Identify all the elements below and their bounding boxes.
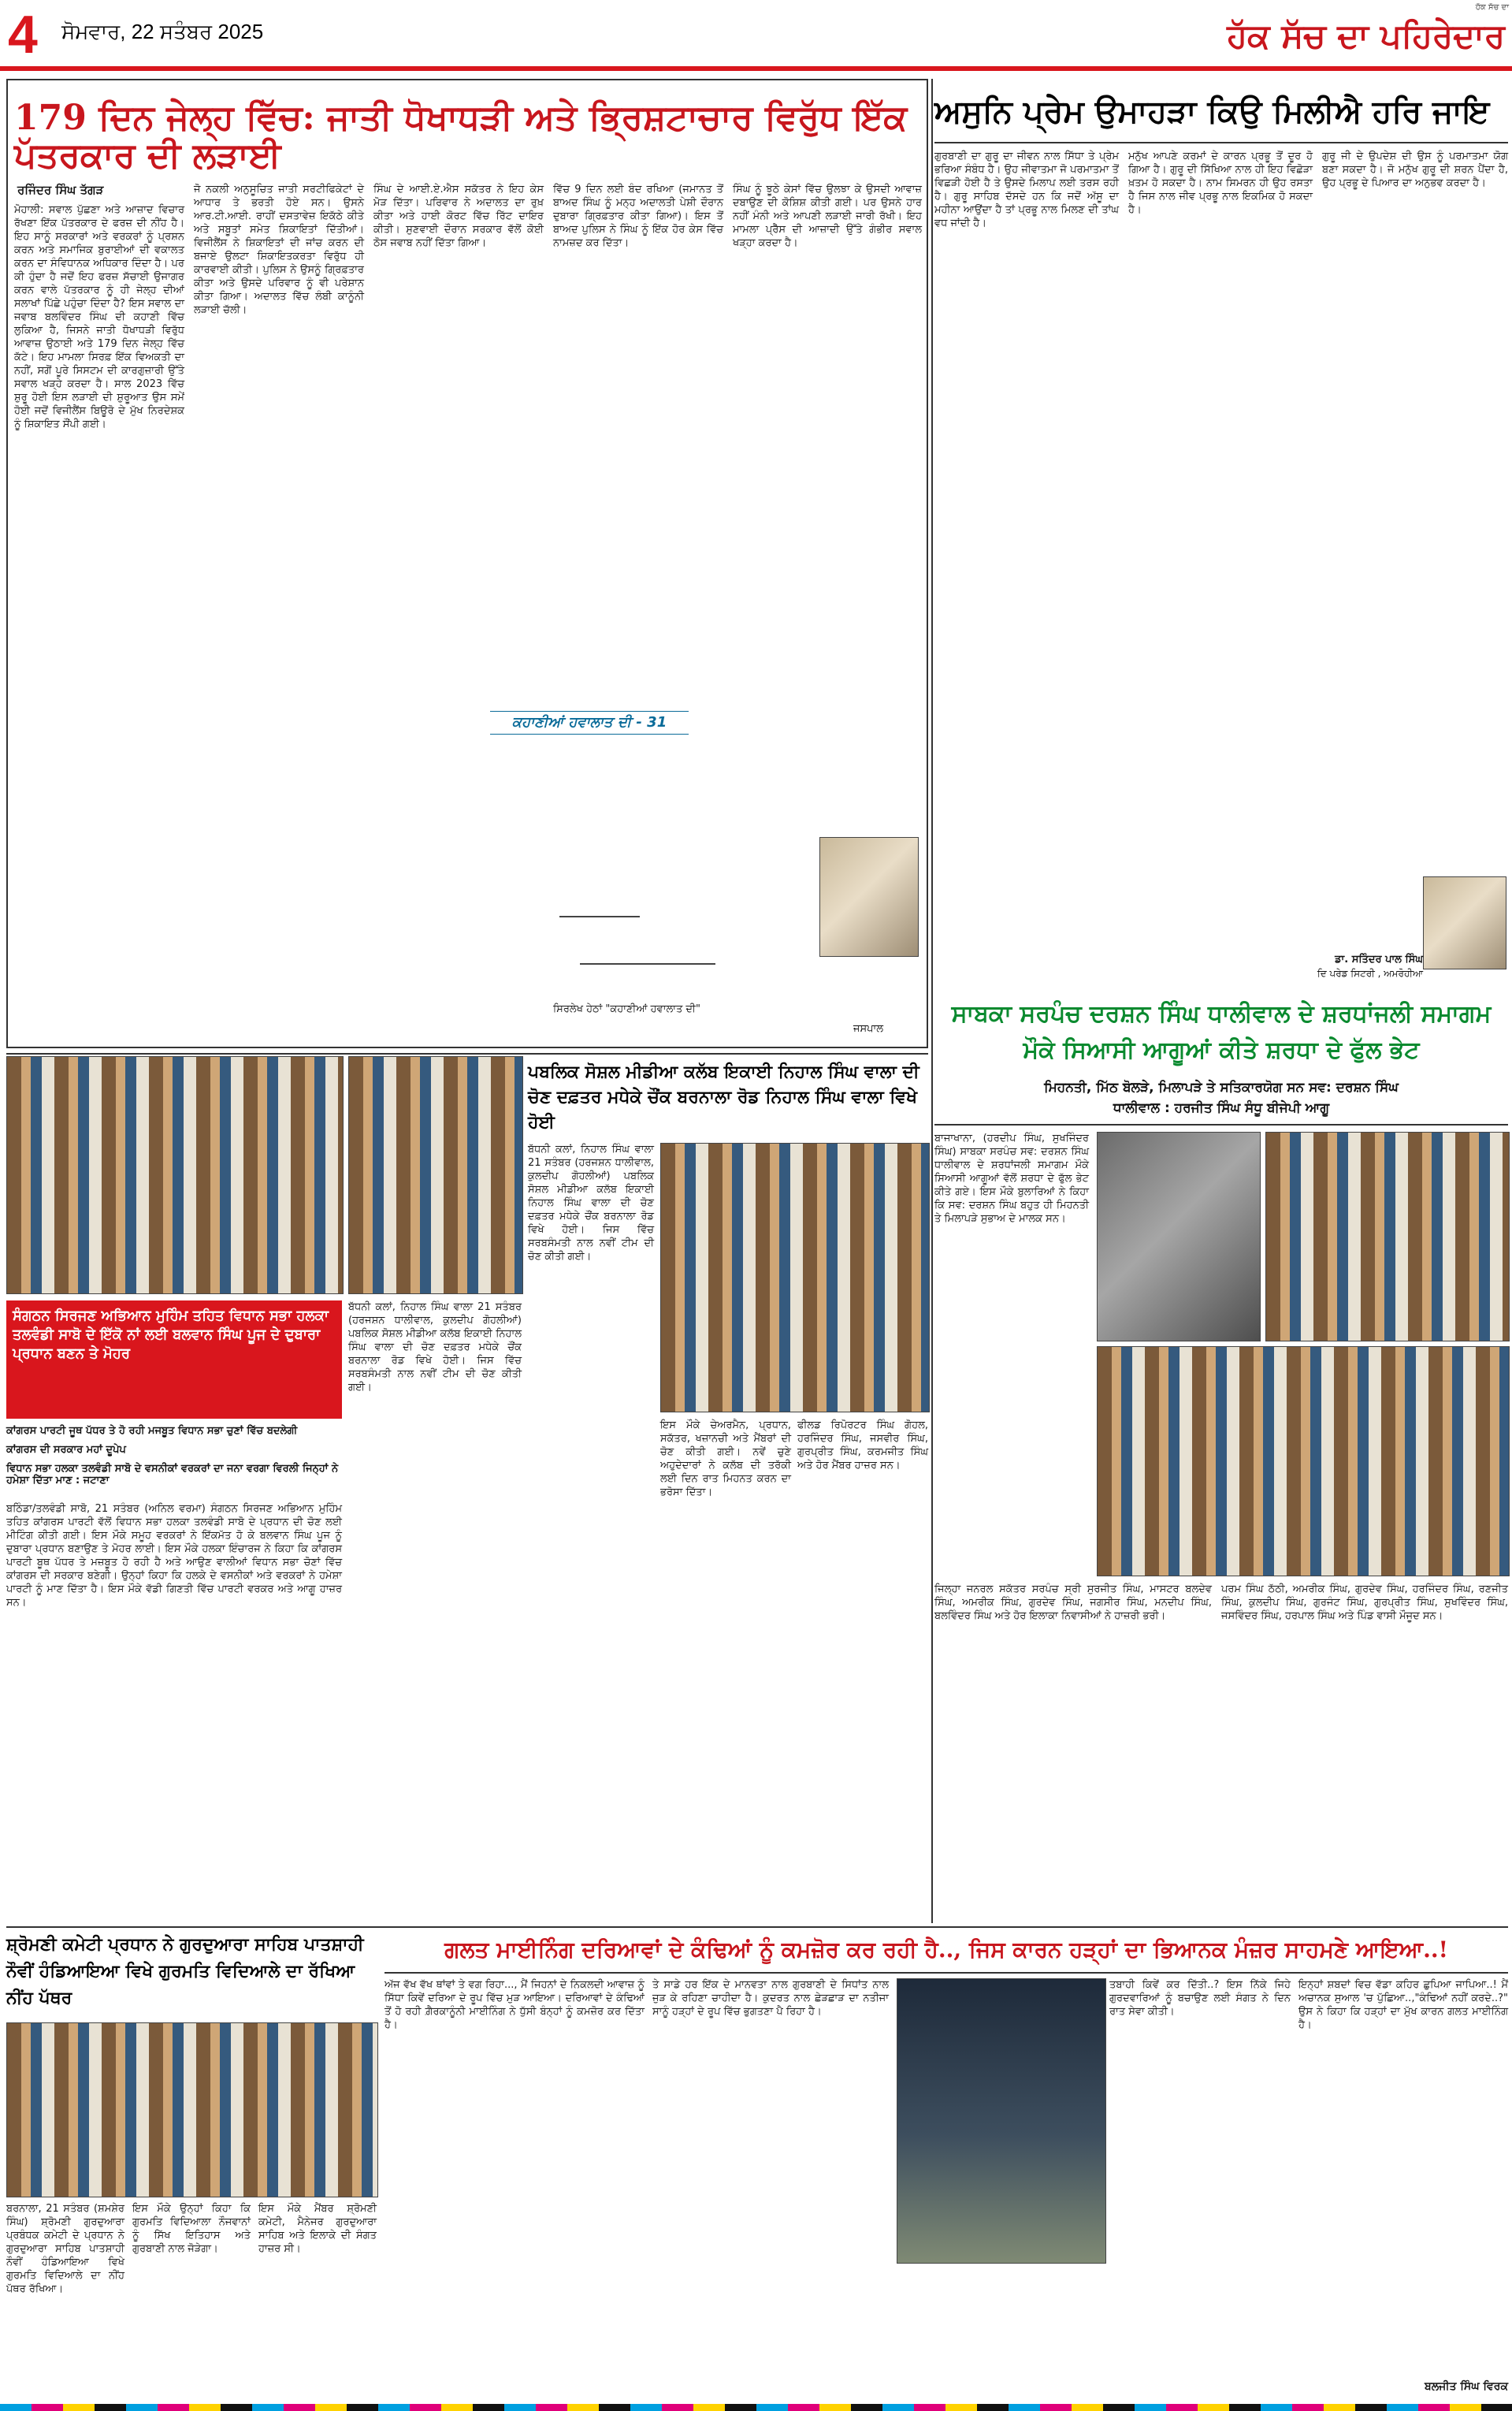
jail-col-2: ਜੋ ਨਕਲੀ ਅਨੁਸੂਚਿਤ ਜਾਤੀ ਸਰਟੀਫਿਕੇਟਾਂ ਦੇ ਆਧਾਰ ਤੇ ਭਰਤੀ ਹੋਏ ਸਨ। ਉਸਨੇ ਆਰ.ਟੀ.ਆਈ. ਰਾਹੀਂ ਦਸਤਾਵੇਜ਼ ਇਕੱਠੇ ਕੀਤੇ ਅਤੇ ਸਬੂਤਾਂ ਸਮੇਤ ਸ਼ਿਕਾਇਤਾਂ ਦਿੱਤੀਆਂ। ਵਿਜੀਲੈਂਸ ਨੇ ਸ਼ਿਕਾਇਤਾਂ ਦੀ ਜਾਂਚ ਕਰਨ ਦੀ ਬਜਾਏ ਉਲਟਾ ਸ਼ਿਕਾਇਤਕਰਤਾ ਵਿਰੁੱਧ ਹੀ ਕਾਰਵਾਈ ਕੀਤੀ। ਪੁਲਿਸ ਨੇ ਉਸਨੂੰ ਗ੍ਰਿਫ਼ਤਾਰ ਕੀਤਾ ਅਤੇ ਉਸਦੇ ਪਰਿਵਾਰ ਨੂੰ ਵੀ ਪਰੇਸ਼ਾਨ ਕੀਤਾ ਗਿਆ। ਅਦਾਲਤ ਵਿੱਚ ਲੰਬੀ ਕਾਨੂੰਨੀ ਲੜਾਈ ਚੱਲੀ। xyxy=(194,184,368,316)
sgpc-col-1: ਬਰਨਾਲਾ, 21 ਸਤੰਬਰ (ਸ਼ਮਸ਼ੇਰ ਸਿੰਘ) ਸ਼੍ਰੋਮਣੀ ਗੁਰਦੁਆਰਾ ਪ੍ਰਬੰਧਕ ਕਮੇਟੀ ਦੇ ਪ੍ਰਧਾਨ ਨੇ ਗੁਰਦੁਆਰਾ ਸਾਹਿਬ ਪਾਤਸ਼ਾਹੀ ਨੌਵੀਂ ਹੰਡਿਆਇਆ ਵਿਖੇ ਗੁਰਮਤਿ ਵਿਦਿਆਲੇ ਦਾ ਨੀਂਹ ਪੱਥਰ ਰੱਖਿਆ। xyxy=(6,2203,128,2295)
club-col-3: ਫੀਲਡ ਰਿਪੋਰਟਰ ਸਿੰਘ ਗੋਹਲ, ਹਰਜਿੰਦਰ ਸਿੰਘ, ਜਸਵੀਰ ਸਿੰਘ, ਗੁਰਪ੍ਰੀਤ ਸਿੰਘ, ਕਰਮਜੀਤ ਸਿੰਘ ਅਤੇ ਹੋਰ ਮੈਂਬਰ ਹਾਜ਼ਰ ਸਨ। xyxy=(797,1419,932,1472)
prem-author-place: ਦਿ ਪਰੇਡ ਸਿਟਰੀ , ਅਮਰੋਹੀਆ xyxy=(1317,968,1423,979)
masthead-date: ਸੋਮਵਾਰ, 22 ਸਤੰਬਰ 2025 xyxy=(61,20,264,43)
article-mining xyxy=(385,1931,1512,2404)
jail-author-portrait xyxy=(819,837,919,957)
sarpanch-headline: ਸਾਬਕਾ ਸਰਪੰਚ ਦਰਸ਼ਨ ਸਿੰਘ ਧਾਲੀਵਾਲ ਦੇ ਸ਼ਰਧਾਂਜਲੀ ਸਮਾਗਮ ਮੌਕੇ ਸਿਆਸੀ ਆਗੂਆਂ ਕੀਤੇ ਸ਼ਰਧਾ ਦੇ ਫੁੱਲ ਭੇਟ xyxy=(951,1000,1492,1064)
jail-headline: 179 ਦਿਨ ਜੇਲ੍ਹ ਵਿੱਚ: ਜਾਤੀ ਧੋਖਾਧੜੀ ਅਤੇ ਭ੍ਰਿਸ਼ਟਾਚਾਰ ਵਿਰੁੱਧ ਇੱਕ ਪੱਤਰਕਾਰ ਦੀ ਲੜਾਈ xyxy=(14,98,908,176)
article-sarpanch xyxy=(934,990,1512,1896)
sarpanch-photo-crowd xyxy=(1097,1346,1510,1576)
rule-bottom-h xyxy=(6,1926,1508,1928)
mining-headline: ਗਲਤ ਮਾਈਨਿੰਗ ਦਰਿਆਵਾਂ ਦੇ ਕੰਢਿਆਂ ਨੂੰ ਕਮਜ਼ੋਰ ਕਰ ਰਹੀ ਹੈ.., ਜਿਸ ਕਾਰਨ ਹੜ੍ਹਾਂ ਦਾ ਭਿਆਨਕ ਮੰਜ਼ਰ ਸਾਹਮਣੇ ਆਇਆ..! xyxy=(444,1937,1448,1963)
prem-headline: ਅਸੁਨਿ ਪ੍ਰੇਮ ਉਮਾਹੜਾ ਕਿਉ ਮਿਲੀਐ ਹਰਿ ਜਾਇ xyxy=(934,93,1490,130)
sangathan-body: ਬਠਿੰਡਾ/ਤਲਵੰਡੀ ਸਾਬੋ, 21 ਸਤੰਬਰ (ਅਨਿਲ ਵਰਮਾ) ਸੰਗਠਨ ਸਿਰਜਣ ਅਭਿਆਨ ਮੁਹਿੰਮ ਤਹਿਤ ਕਾਂਗਰਸ ਪਾਰਟੀ ਵੱਲੋਂ ਵਿਧਾਨ ਸਭਾ ਹਲਕਾ ਤਲਵੰਡੀ ਸਾਬੋ ਦੇ ਪ੍ਰਧਾਨ ਦੀ ਚੋਣ ਲਈ ਮੀਟਿੰਗ ਕੀਤੀ ਗਈ। ਇਸ ਮੌਕੇ ਸਮੂਹ ਵਰਕਰਾਂ ਨੇ ਇੱਕਮੱਤ ਹੋ ਕੇ ਬਲਵਾਨ ਸਿੰਘ ਪੂਜ ਨੂੰ ਦੁਬਾਰਾ ਪ੍ਰਧਾਨ ਬਣਾਉਣ ਤੇ ਮੋਹਰ ਲਾਈ। ਇਸ ਮੌਕੇ ਹਲਕਾ ਇੰਚਾਰਜ ਨੇ ਕਿਹਾ ਕਿ ਕਾਂਗਰਸ ਪਾਰਟੀ ਬੂਥ ਪੱਧਰ ਤੇ ਮਜ਼ਬੂਤ ਹੋ ਰਹੀ ਹੈ ਅਤੇ ਆਉਣ ਵਾਲੀਆਂ ਵਿਧਾਨ ਸਭਾ ਚੋਣਾਂ ਵਿੱਚ ਕਾਂਗਰਸ ਦੀ ਸਰਕਾਰ ਬਣੇਗੀ। ਉਨ੍ਹਾਂ ਕਿਹਾ ਕਿ ਹਲਕੇ ਦੇ ਵਸਨੀਕਾਂ ਅਤੇ ਵਰਕਰਾਂ ਨੇ ਹਮੇਸ਼ਾ ਪਾਰਟੀ ਨੂੰ ਮਾਣ ਦਿੱਤਾ ਹੈ। ਇਸ ਮੌਕੇ ਵੱਡੀ ਗਿਣਤੀ ਵਿੱਚ ਪਾਰਟੀ ਵਰਕਰ ਅਤੇ ਆਗੂ ਹਾਜ਼ਰ ਸਨ। xyxy=(6,1503,346,1609)
sarpanch-subhead: ਮਿਹਨਤੀ, ਮਿੱਠ ਬੋਲੜੇ, ਮਿਲਾਪੜੇ ਤੇ ਸਤਿਕਾਰਯੋਗ ਸਨ ਸਵ: ਦਰਸ਼ਨ ਸਿੰਘ xyxy=(1044,1080,1399,1096)
jail-series-label: ਕਹਾਣੀਆਂ ਹਵਾਲਾਤ ਦੀ - 31 xyxy=(490,711,689,735)
jail-col-5: ਸਿੰਘ ਨੂੰ ਝੂਠੇ ਕੇਸਾਂ ਵਿੱਚ ਉਲਝਾ ਕੇ ਉਸਦੀ ਆਵਾਜ਼ ਦਬਾਉਣ ਦੀ ਕੋਸ਼ਿਸ਼ ਕੀਤੀ ਗਈ। ਪਰ ਉਸਨੇ ਹਾਰ ਨਹੀਂ ਮੰਨੀ ਅਤੇ ਆਪਣੀ ਲੜਾਈ ਜਾਰੀ ਰੱਖੀ। ਇਹ ਮਾਮਲਾ ਪ੍ਰੈੱਸ ਦੀ ਆਜ਼ਾਦੀ ਉੱਤੇ ਗੰਭੀਰ ਸਵਾਲ ਖੜ੍ਹਾ ਕਰਦਾ ਹੈ। xyxy=(733,184,926,249)
sgpc-photo xyxy=(6,2022,378,2197)
club-col-left: ਬੱਧਨੀ ਕਲਾਂ, ਨਿਹਾਲ ਸਿੰਘ ਵਾਲਾ 21 ਸਤੰਬਰ (ਹਰਜਸ਼ਨ ਧਾਲੀਵਾਲ, ਕੁਲਦੀਪ ਗੋਹਲੀਆਂ) ਪਬਲਿਕ ਸੋਸ਼ਲ ਮੀਡੀਆ ਕਲੱਬ ਇਕਾਈ ਨਿਹਾਲ ਸਿੰਘ ਵਾਲਾ ਦੀ ਚੋਣ ਦਫ਼ਤਰ ਮਧੇਕੇ ਚੌਂਕ ਬਰਨਾਲਾ ਰੋਡ ਵਿਖੇ ਹੋਈ। ਜਿਸ ਵਿੱਚ ਸਰਬਸੰਮਤੀ ਨਾਲ ਨਵੀਂ ਟੀਮ ਦੀ ਚੋਣ ਕੀਤੀ ਗਈ। xyxy=(348,1301,526,1393)
sarpanch-rule xyxy=(934,1124,1508,1126)
sarpanch-photo-speaker xyxy=(1097,1132,1261,1341)
paper-name: ਹੱਕ ਸੱਚ ਦਾ ਪਹਿਰੇਦਾਰ xyxy=(1227,17,1505,55)
club-col-2: ਇਸ ਮੌਕੇ ਚੇਅਰਮੈਨ, ਪ੍ਰਧਾਨ, ਸਕੱਤਰ, ਖਜ਼ਾਨਚੀ ਅਤੇ ਮੈਂਬਰਾਂ ਦੀ ਚੋਣ ਕੀਤੀ ਗਈ। ਨਵੇਂ ਚੁਣੇ ਅਹੁਦੇਦਾਰਾਂ ਨੇ ਕਲੱਬ ਦੀ ਤਰੱਕੀ ਲਈ ਦਿਨ ਰਾਤ ਮਿਹਨਤ ਕਰਨ ਦਾ ਭਰੋਸਾ ਦਿੱਤਾ। xyxy=(660,1419,795,1498)
jail-col-3: ਸਿੰਘ ਦੇ ਆਈ.ਏ.ਐਸ ਸਕੱਤਰ ਨੇ ਇਹ ਕੇਸ ਮੋੜ ਦਿੱਤਾ। ਪਰਿਵਾਰ ਨੇ ਅਦਾਲਤ ਦਾ ਰੁਖ਼ ਕੀਤਾ ਅਤੇ ਹਾਈ ਕੋਰਟ ਵਿੱਚ ਰਿੱਟ ਦਾਇਰ ਕੀਤੀ। ਸੁਣਵਾਈ ਦੌਰਾਨ ਸਰਕਾਰ ਵੱਲੋਂ ਕੋਈ ਠੋਸ ਜਵਾਬ ਨਹੀਂ ਦਿੱਤਾ ਗਿਆ। xyxy=(373,184,548,249)
mining-col-4: ਇਨ੍ਹਾਂ ਸ਼ਬਦਾਂ ਵਿਚ ਵੱਡਾ ਕਹਿਰ ਛੁਪਿਆ ਜਾਪਿਆ..! ਮੈਂ ਅਚਾਨਕ ਸੁਆਲ 'ਚ ਪੁੱਛਿਆ..,"ਕੰਢਿਆਂ ਨਹੀਂ ਕਰਦੇ..?" ਉਸ ਨੇ ਕਿਹਾ ਕਿ ਹੜ੍ਹਾਂ ਦਾ ਮੁੱਖ ਕਾਰਨ ਗਲਤ ਮਾਈਨਿੰਗ ਹੈ। xyxy=(1298,1979,1512,2031)
mining-col-1: ਅੱਜ ਵੱਖ ਵੱਖ ਥਾਂਵਾਂ ਤੇ ਵਗ ਰਿਹਾ..., ਮੈਂ ਜਿਹਨਾਂ ਦੇ ਨਿਕਲਦੀ ਆਵਾਜ਼ ਨੂੰ ਸਿੱਧਾ ਕਿਵੇਂ ਦਰਿਆ ਦੇ ਰੂਪ ਵਿੱਚ ਮੁੜ ਆਇਆ। ਦਰਿਆਵਾਂ ਦੇ ਕੰਢਿਆਂ ਤੋਂ ਹੋ ਰਹੀ ਗ਼ੈਰਕਾਨੂੰਨੀ ਮਾਈਨਿੰਗ ਨੇ ਧੁੱਸੀ ਬੰਨ੍ਹਾਂ ਨੂੰ ਕਮਜ਼ੋਰ ਕਰ ਦਿੱਤਾ ਹੈ। xyxy=(385,1979,648,2031)
article-prem xyxy=(934,79,1512,985)
prem-col-1: ਗੁਰਬਾਣੀ ਦਾ ਗੁਰੂ ਦਾ ਜੀਵਨ ਨਾਲ ਸਿੱਧਾ ਤੇ ਪ੍ਰੇਮ ਭਰਿਆ ਸੰਬੰਧ ਹੈ। ਉਹ ਜੀਵਾਤਮਾ ਜੋ ਪਰਮਾਤਮਾ ਤੋਂ ਵਿਛੜੀ ਹੋਈ ਹੈ ਤੇ ਉਸਦੇ ਮਿਲਾਪ ਲਈ ਤਰਸ ਰਹੀ ਹੈ। ਗੁਰੂ ਸਾਹਿਬ ਦੱਸਦੇ ਹਨ ਕਿ ਜਦੋਂ ਅੱਸੂ ਦਾ ਮਹੀਨਾ ਆਉਂਦਾ ਹੈ ਤਾਂ ਪ੍ਰਭੂ ਨਾਲ ਮਿਲਣ ਦੀ ਤਾਂਘ ਵਧ ਜਾਂਦੀ ਹੈ। xyxy=(934,151,1123,229)
prem-col-3: ਗੁਰੂ ਜੀ ਦੇ ਉਪਦੇਸ਼ ਦੀ ਉਸ ਨੂੰ ਪਰਮਾਤਮਾ ਯੋਗ ਬਣਾ ਸਕਦਾ ਹੈ। ਜੋ ਮਨੁੱਖ ਗੁਰੂ ਦੀ ਸ਼ਰਨ ਪੈਂਦਾ ਹੈ, ਉਹ ਪ੍ਰਭੂ ਦੇ ਪਿਆਰ ਦਾ ਅਨੁਭਵ ਕਰਦਾ ਹੈ। xyxy=(1322,151,1512,189)
prem-rule xyxy=(934,142,1508,143)
sarpanch-photo-gathering xyxy=(1265,1132,1510,1341)
club-col-1: ਬੱਧਨੀ ਕਲਾਂ, ਨਿਹਾਲ ਸਿੰਘ ਵਾਲਾ 21 ਸਤੰਬਰ (ਹਰਜਸ਼ਨ ਧਾਲੀਵਾਲ, ਕੁਲਦੀਪ ਗੋਹਲੀਆਂ) ਪਬਲਿਕ ਸੋਸ਼ਲ ਮੀਡੀਆ ਕਲੱਬ ਇਕਾਈ ਨਿਹਾਲ ਸਿੰਘ ਵਾਲਾ ਦੀ ਚੋਣ ਦਫ਼ਤਰ ਮਧੇਕੇ ਚੌਂਕ ਬਰਨਾਲਾ ਰੋਡ ਵਿਖੇ ਹੋਈ। ਜਿਸ ਵਿੱਚ ਸਰਬਸੰਮਤੀ ਨਾਲ ਨਵੀਂ ਟੀਮ ਦੀ ਚੋਣ ਕੀਤੀ ਗਈ। xyxy=(528,1144,658,1263)
article-sangathan xyxy=(6,1056,346,1923)
jail-byline: ਰਜਿੰਦਰ ਸਿੰਘ ਤੱਗੜ xyxy=(17,183,104,197)
mining-author: ਬਲਜੀਤ ਸਿੰਘ ਵਿਰਕ xyxy=(1424,2380,1508,2393)
jail-author-caption: ਜਸਪਾਲ xyxy=(853,1023,884,1035)
sgpc-headline: ਸ਼੍ਰੋਮਣੀ ਕਮੇਟੀ ਪ੍ਰਧਾਨ ਨੇ ਗੁਰਦੁਆਰਾ ਸਾਹਿਬ ਪਾਤਸ਼ਾਹੀ ਨੌਵੀਂ ਹੰਡਿਆਇਆ ਵਿਖੇ ਗੁਰਮਤਿ ਵਿਦਿਆਲੇ ਦਾ ਰੱਖਿਆ ਨੀਂਹ ਪੱਥਰ xyxy=(6,1934,364,2008)
mining-photo-river xyxy=(897,1978,1106,2264)
club-headline: ਪਬਲਿਕ ਸੋਸ਼ਲ ਮੀਡੀਆ ਕਲੱਬ ਇਕਾਈ ਨਿਹਾਲ ਸਿੰਘ ਵਾਲਾ ਦੀ ਚੋਣ ਦਫ਼ਤਰ ਮਧੇਕੇ ਚੌਂਕ ਬਰਨਾਲਾ ਰੋਡ ਨਿਹਾਲ ਸਿੰਘ ਵਾਲਾ ਵਿਖੇ ਹੋਈ xyxy=(528,1062,919,1133)
prem-author-name: ਡਾ. ਸਤਿੰਦਰ ਪਾਲ ਸਿੰਘ xyxy=(1335,954,1423,966)
jail-author-photo-real xyxy=(559,916,640,917)
masthead xyxy=(0,0,1512,73)
sarpanch-subhead-2: ਧਾਲੀਵਾਲ : ਹਰਜੀਤ ਸਿੰਘ ਸੰਧੂ ਬੀਜੇਪੀ ਆਗੂ xyxy=(1113,1100,1330,1116)
sarpanch-col-3: ਪਰਮ ਸਿੰਘ ਠੱਠੀ, ਅਮਰੀਕ ਸਿੰਘ, ਗੁਰਦੇਵ ਸਿੰਘ, ਹਰਜਿੰਦਰ ਸਿੰਘ, ਰਣਜੀਤ ਸਿੰਘ, ਕੁਲਦੀਪ ਸਿੰਘ, ਗੁਰਜੰਟ ਸਿੰਘ, ਗੁਰਪ੍ਰੀਤ ਸਿੰਘ, ਸੁਖਵਿੰਦਰ ਸਿੰਘ, ਜਸਵਿੰਦਰ ਸਿੰਘ, ਹਰਪਾਲ ਸਿੰਘ ਅਤੇ ਪਿੰਡ ਵਾਸੀ ਮੌਜੂਦ ਸਨ। xyxy=(1221,1583,1512,1622)
article-club xyxy=(348,1056,932,1923)
jail-col-4: ਵਿੱਚ 9 ਦਿਨ ਲਈ ਬੰਦ ਰਖਿਆ (ਜਮਾਨਤ ਤੋਂ ਬਾਅਦ ਸਿੰਘ ਨੂੰ ਮਨ੍ਹ ਅਦਾਲਤੀ ਪੇਸ਼ੀ ਦੌਰਾਨ ਦੁਬਾਰਾ ਗ੍ਰਿਫ਼ਤਾਰ ਕੀਤਾ ਗਿਆ)। ਇਸ ਤੋਂ ਬਾਅਦ ਪੁਲਿਸ ਨੇ ਸਿੰਘ ਨੂੰ ਇੱਕ ਹੋਰ ਕੇਸ ਵਿੱਚ ਨਾਮਜ਼ਦ ਕਰ ਦਿੱਤਾ। xyxy=(553,184,727,249)
sangathan-headline: ਸੰਗਠਨ ਸਿਰਜਣ ਅਭਿਆਨ ਮੁਹਿੰਮ ਤਹਿਤ ਵਿਧਾਨ ਸਭਾ ਹਲਕਾ ਤਲਵੰਡੀ ਸਾਬੋ ਦੇ ਇੱਕੋ ਨਾਂ ਲਈ ਬਲਵਾਨ ਸਿੰਘ ਪੂਜ ਦੇ ਦੁਬਾਰਾ ਪ੍ਰਧਾਨ ਬਣਨ ਤੇ ਮੋਹਰ xyxy=(6,1300,342,1419)
sarpanch-col-1: ਬਾਜਾਖਾਨਾ, (ਹਰਦੀਪ ਸਿੰਘ, ਸੁਖਜਿੰਦਰ ਸਿੰਘ) ਸਾਬਕਾ ਸਰਪੰਚ ਸਵ: ਦਰਸ਼ਨ ਸਿੰਘ ਧਾਲੀਵਾਲ ਦੇ ਸ਼ਰਧਾਂਜਲੀ ਸਮਾਗਮ ਮੌਕੇ ਸਿਆਸੀ ਆਗੂਆਂ ਵੱਲੋਂ ਸ਼ਰਧਾ ਦੇ ਫੁੱਲ ਭੇਟ ਕੀਤੇ ਗਏ। ਇਸ ਮੌਕੇ ਬੁਲਾਰਿਆਂ ਨੇ ਕਿਹਾ ਕਿ ਸਵ: ਦਰਸ਼ਨ ਸਿੰਘ ਬਹੁਤ ਹੀ ਮਿਹਨਤੀ ਤੇ ਮਿਲਾਪੜੇ ਸੁਭਾਅ ਦੇ ਮਾਲਕ ਸਨ। xyxy=(934,1133,1093,1225)
mining-col-2: ਤੇ ਸਾਡੇ ਹਰ ਇੱਕ ਦੇ ਮਾਨਵਤਾ ਨਾਲ ਗੁਰਬਾਣੀ ਦੇ ਸਿਧਾਂਤ ਨਾਲ ਜੁੜ ਕੇ ਰਹਿਣਾ ਚਾਹੀਦਾ ਹੈ। ਕੁਦਰਤ ਨਾਲ ਛੇੜਛਾੜ ਦਾ ਨਤੀਜਾ ਸਾਨੂੰ ਹੜ੍ਹਾਂ ਦੇ ਰੂਪ ਵਿੱਚ ਭੁਗਤਣਾ ਪੈ ਰਿਹਾ ਹੈ। xyxy=(652,1979,893,2018)
page-number: 4 xyxy=(8,5,38,65)
article-jail xyxy=(6,79,928,1048)
sangathan-sub-1: ਕਾਂਗਰਸ ਪਾਰਟੀ ਜੂਥ ਪੱਧਰ ਤੇ ਹੋ ਰਹੀ ਮਜਬੂਤ ਵਿਧਾਨ ਸਭਾ ਚੁਣਾਂ ਵਿੱਚ ਬਦਲੇਗੀ xyxy=(6,1425,298,1437)
masthead-tag: ਹੱਕ ਸੱਚ ਦਾ xyxy=(1475,3,1509,12)
sarpanch-col-2: ਜਿਲ੍ਹਾ ਜਨਰਲ ਸਕੱਤਰ ਸਰਪੰਚ ਸ੍ਰੀ ਸੁਰਜੀਤ ਸਿੰਘ, ਮਾਸਟਰ ਬਲਦੇਵ ਸਿੰਘ, ਅਮਰੀਕ ਸਿੰਘ, ਗੁਰਦੇਵ ਸਿੰਘ, ਜਗਸੀਰ ਸਿੰਘ, ਮਨਦੀਪ ਸਿੰਘ, ਬਲਵਿੰਦਰ ਸਿੰਘ ਅਤੇ ਹੋਰ ਇਲਾਕਾ ਨਿਵਾਸੀਆਂ ਨੇ ਹਾਜ਼ਰੀ ਭਰੀ। xyxy=(934,1583,1216,1622)
masthead-rule xyxy=(0,66,1512,71)
prem-author-photo xyxy=(1423,876,1506,969)
mining-rule xyxy=(385,1972,1508,1974)
footer-strip xyxy=(0,2404,1512,2411)
sangathan-sub-3: ਵਿਧਾਨ ਸਭਾ ਹਲਕਾ ਤਲਵੰਡੀ ਸਾਬੋ ਦੇ ਵਸਨੀਕਾਂ ਵਰਕਰਾਂ ਦਾ ਜਨਾ ਵਰਗਾ ਵਿਰਲੀ ਜਿਨ੍ਹਾਂ ਨੇ ਹਮੇਸ਼ਾ ਦਿੱਤਾ ਮਾਣ : ਜਟਾਣਾ xyxy=(6,1463,339,1486)
jail-col-2b: ਸਿਰਲੇਖ ਹੇਠਾਂ "ਕਹਾਣੀਆਂ ਹਵਾਲਾਤ ਦੀ" xyxy=(553,1003,700,1015)
sangathan-photo-1 xyxy=(6,1056,344,1294)
article-sgpc xyxy=(6,1931,381,2404)
jail-author-photo xyxy=(580,963,715,965)
sgpc-col-3: ਇਸ ਮੌਕੇ ਮੈਂਬਰ ਸ਼੍ਰੋਮਣੀ ਕਮੇਟੀ, ਮੈਨੇਜਰ ਗੁਰਦੁਆਰਾ ਸਾਹਿਬ ਅਤੇ ਇਲਾਕੇ ਦੀ ਸੰਗਤ ਹਾਜ਼ਰ ਸੀ। xyxy=(258,2203,381,2255)
rule-mid-h xyxy=(6,1053,928,1055)
mining-col-3: ਤਬਾਹੀ ਕਿਵੇਂ ਕਰ ਦਿੱਤੀ..? ਇਸ ਨਿੱਕੇ ਜਿਹੇ ਗੁਰਦਵਾਰਿਆਂ ਨੂੰ ਬਚਾਉਣ ਲਈ ਸੰਗਤ ਨੇ ਦਿਨ ਰਾਤ ਸੇਵਾ ਕੀਤੀ। xyxy=(1109,1979,1295,2018)
sgpc-col-2: ਇਸ ਮੌਕੇ ਉਨ੍ਹਾਂ ਕਿਹਾ ਕਿ ਗੁਰਮਤਿ ਵਿਦਿਆਲਾ ਨੌਜਵਾਨਾਂ ਨੂੰ ਸਿੱਖ ਇਤਿਹਾਸ ਅਤੇ ਗੁਰਬਾਣੀ ਨਾਲ ਜੋੜੇਗਾ। xyxy=(132,2203,254,2255)
club-photo-group xyxy=(660,1143,930,1412)
rule-right-v xyxy=(931,79,933,1923)
sangathan-sub-2: ਕਾਂਗਰਸ ਦੀ ਸਰਕਾਰ ਮਹਾਂ ਦੂਪੇਪ xyxy=(6,1444,126,1456)
jail-col-1: ਮੋਹਾਲੀ: ਸਵਾਲ ਪੁੱਛਣਾ ਅਤੇ ਆਜ਼ਾਦ ਵਿਚਾਰ ਰੱਖਣਾ ਇੱਕ ਪੱਤਰਕਾਰ ਦੇ ਫਰਜ਼ ਦੀ ਨੀਂਹ ਹੈ। ਇਹ ਸਾਨੂੰ ਸਰਕਾਰਾਂ ਅਤੇ ਵਰਕਰਾਂ ਨੂੰ ਪ੍ਰਸ਼ਨ ਕਰਨ ਅਤੇ ਸਮਾਜਿਕ ਬੁਰਾਈਆਂ ਦੀ ਵਕਾਲਤ ਕਰਨ ਦਾ ਸੰਵਿਧਾਨਕ ਅਧਿਕਾਰ ਦਿੰਦਾ ਹੈ। ਪਰ ਕੀ ਹੁੰਦਾ ਹੈ ਜਦੋਂ ਇਹ ਫਰਜ਼ ਸੱਚਾਈ ਉਜਾਗਰ ਕਰਨ ਵਾਲੇ ਪੱਤਰਕਾਰ ਨੂੰ ਹੀ ਜੇਲ੍ਹ ਦੀਆਂ ਸਲਾਖਾਂ ਪਿੱਛੇ ਪਹੁੰਚਾ ਦਿੰਦਾ ਹੈ? ਇਸ ਸਵਾਲ ਦਾ ਜਵਾਬ ਬਲਵਿੰਦਰ ਸਿੰਘ ਦੀ ਕਹਾਣੀ ਵਿੱਚ ਲੁਕਿਆ ਹੈ, ਜਿਸਨੇ ਜਾਤੀ ਧੋਖਾਧੜੀ ਵਿਰੁੱਧ ਆਵਾਜ਼ ਉਠਾਈ ਅਤੇ 179 ਦਿਨ ਜੇਲ੍ਹ ਵਿੱਚ ਕੱਟੇ। ਇਹ ਮਾਮਲਾ ਸਿਰਫ਼ ਇੱਕ ਵਿਅਕਤੀ ਦਾ ਨਹੀਂ, ਸਗੋਂ ਪੂਰੇ ਸਿਸਟਮ ਦੀ ਕਾਰਗੁਜ਼ਾਰੀ ਉੱਤੇ ਸਵਾਲ ਖੜ੍ਹੇ ਕਰਦਾ ਹੈ। ਸਾਲ 2023 ਵਿੱਚ ਸ਼ੁਰੂ ਹੋਈ ਇਸ ਲੜਾਈ ਦੀ ਸ਼ੁਰੂਆਤ ਉਸ ਸਮੇਂ ਹੋਈ ਜਦੋਂ ਵਿਜੀਲੈਂਸ ਬਿਊਰੋ ਦੇ ਮੁੱਖ ਨਿਰਦੇਸ਼ਕ ਨੂੰ ਸ਼ਿਕਾਇਤ ਸੌਂਪੀ ਗਈ। xyxy=(14,204,188,430)
prem-col-2: ਮਨੁੱਖ ਆਪਣੇ ਕਰਮਾਂ ਦੇ ਕਾਰਨ ਪ੍ਰਭੂ ਤੋਂ ਦੂਰ ਹੋ ਗਿਆ ਹੈ। ਗੁਰੂ ਦੀ ਸਿੱਖਿਆ ਨਾਲ ਹੀ ਇਹ ਵਿਛੋੜਾ ਖ਼ਤਮ ਹੋ ਸਕਦਾ ਹੈ। ਨਾਮ ਸਿਮਰਨ ਹੀ ਉਹ ਰਸਤਾ ਹੈ ਜਿਸ ਨਾਲ ਜੀਵ ਪ੍ਰਭੂ ਨਾਲ ਇਕਮਿਕ ਹੋ ਸਕਦਾ ਹੈ। xyxy=(1128,151,1317,216)
